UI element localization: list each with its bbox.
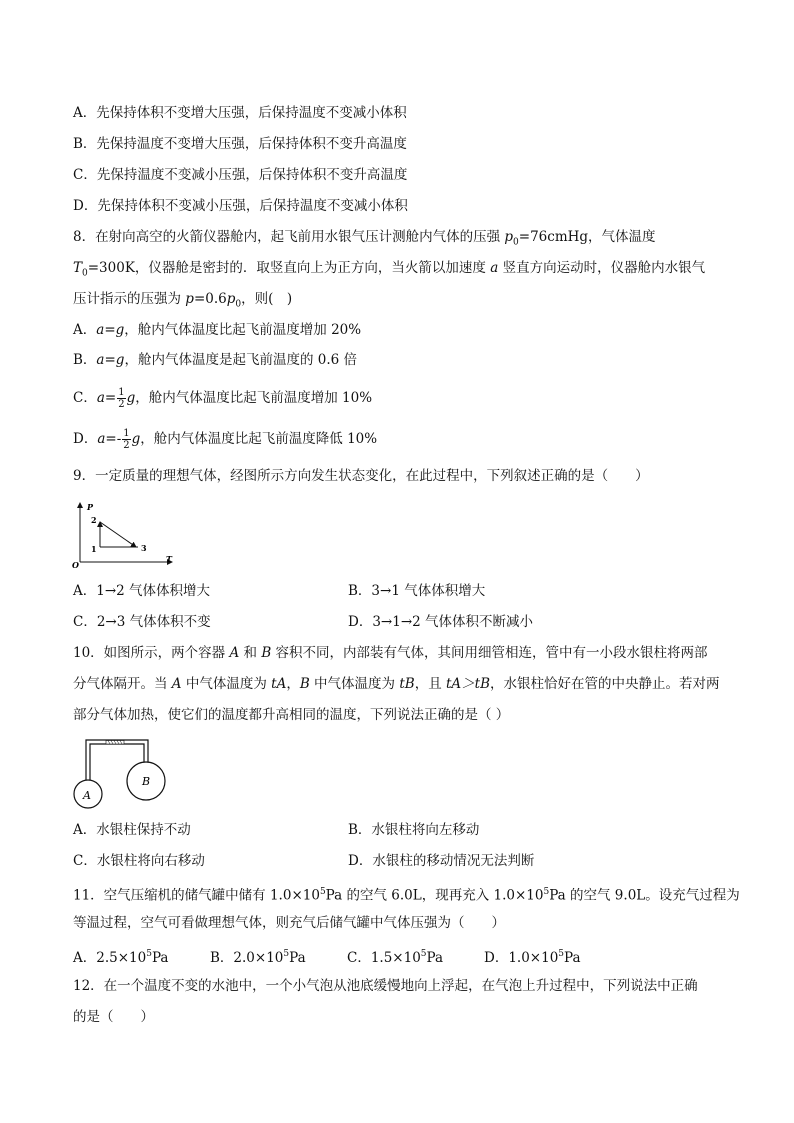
q11-options	[73, 944, 581, 968]
q12-stem-line1: 12．在一个温度不变的水池中，一个小气泡从池底缓慢地向上浮起，在气泡上升过程中，下列说法中正确	[73, 978, 698, 994]
q9-option-a: A．1→2 气体体积增大	[73, 583, 211, 599]
q7-option-a: A．先保持体积不变增大压强，后保持温度不变减小体积	[73, 105, 407, 121]
q11-option-d: D．$1.0\times 10^5Pa$	[484, 949, 581, 966]
q8-option-a: A．a=g，舱内气体温度比起飞前温度增加 20%	[73, 322, 362, 338]
point-label-1: 1	[91, 544, 97, 554]
q10-stem-line3: 部分气体加热，使它们的温度都升高相同的温度，下列说法正确的是（ ）	[73, 707, 510, 723]
fraction-one-half: $\frac{1}{2}$	[118, 387, 125, 410]
q11-stem-line2: 等温过程，空气可看做理想气体，则充气后储气罐中气体压强为（ ）	[73, 915, 505, 931]
origin-label: O	[72, 560, 79, 570]
q9-pt-diagram	[70, 500, 180, 570]
q10-option-c: C．水银柱将向右移动	[73, 853, 205, 869]
q8-stem-line1: 8．在射向高空的火箭仪器舱内，起飞前用水银气压计测舱内气体的压强 $p_0=76cmHg$，气体温度	[73, 229, 656, 248]
q12-stem-line2: 的是（ ）	[73, 1009, 154, 1025]
q10-stem-line2: 分气体隔开。当 A 中气体温度为 tA，B 中气体温度为 tB，且 tA＞tB，水银柱恰好在管的中央静止。若对两	[73, 676, 720, 692]
q11-option-a: A．$2.5\times 10^5Pa$	[73, 949, 169, 966]
q10-container-diagram	[70, 733, 172, 813]
axis-label-p: P	[87, 502, 94, 512]
q10-option-a: A．水银柱保持不动	[73, 822, 191, 838]
q11-option-c: C．$1.5\times 10^5Pa$	[347, 949, 444, 966]
q9-option-d: D．3→1→2 气体体积不断减小	[348, 614, 534, 630]
q7-option-b: B．先保持温度不变增大压强，后保持体积不变升高温度	[73, 136, 407, 152]
q10-stem-line1: 10．如图所示，两个容器 A 和 B 容积不同，内部装有气体，其间用细管相连，管中有一小段水银柱将两部	[73, 645, 708, 661]
q8-option-c: C．a= $\frac{1}{2}$ g，舱内气体温度比起飞前温度增加 10%	[73, 387, 373, 410]
fraction-one-half: $\frac{1}{2}$	[123, 428, 130, 451]
q8-stem-line2: $T_0=300K$，仪器舱是密封的．取竖直向上为正方向，当火箭以加速度 a 竖直方向运动时，仪器舱内水银气	[73, 260, 706, 279]
q9-stem: 9．一定质量的理想气体，经图所示方向发生状态变化，在此过程中，下列叙述正确的是（ ）	[73, 468, 649, 484]
q9-option-b: B．3→1 气体体积增大	[348, 583, 486, 599]
q8-option-d: D．a=- $\frac{1}{2}$ g，舱内气体温度比起飞前温度降低 10%	[73, 428, 378, 451]
q11-option-b: B．$2.0\times 10^5Pa$	[210, 949, 306, 966]
container-a-label: A	[83, 789, 91, 802]
point-label-3: 3	[141, 543, 147, 553]
q11-stem-line1: 11．空气压缩机的储气罐中储有 $1.0\times 10^5Pa$ 的空气 6.0L，现再充入 $1.0\times 10^5Pa$ 的空气 9.0L。设充气过程为	[73, 887, 740, 904]
q9-option-c: C．2→3 气体体积不变	[73, 614, 211, 630]
axis-label-t: T	[166, 554, 172, 564]
q8-stem-line3: 压计指示的压强为 $p=0.6p_0$，则( )	[73, 291, 293, 310]
container-b-label: B	[142, 775, 151, 788]
q7-option-d: D．先保持体积不变减小压强，后保持温度不变减小体积	[73, 198, 408, 214]
point-label-2: 2	[91, 515, 97, 525]
q8-option-b: B．a=g，舱内气体温度是起飞前温度的 0.6 倍	[73, 352, 358, 368]
q10-option-d: D．水银柱的移动情况无法判断	[348, 853, 535, 869]
path-2-to-3	[100, 522, 136, 547]
q10-option-b: B．水银柱将向左移动	[348, 822, 480, 838]
q7-option-c: C．先保持温度不变减小压强，后保持体积不变升高温度	[73, 167, 408, 183]
